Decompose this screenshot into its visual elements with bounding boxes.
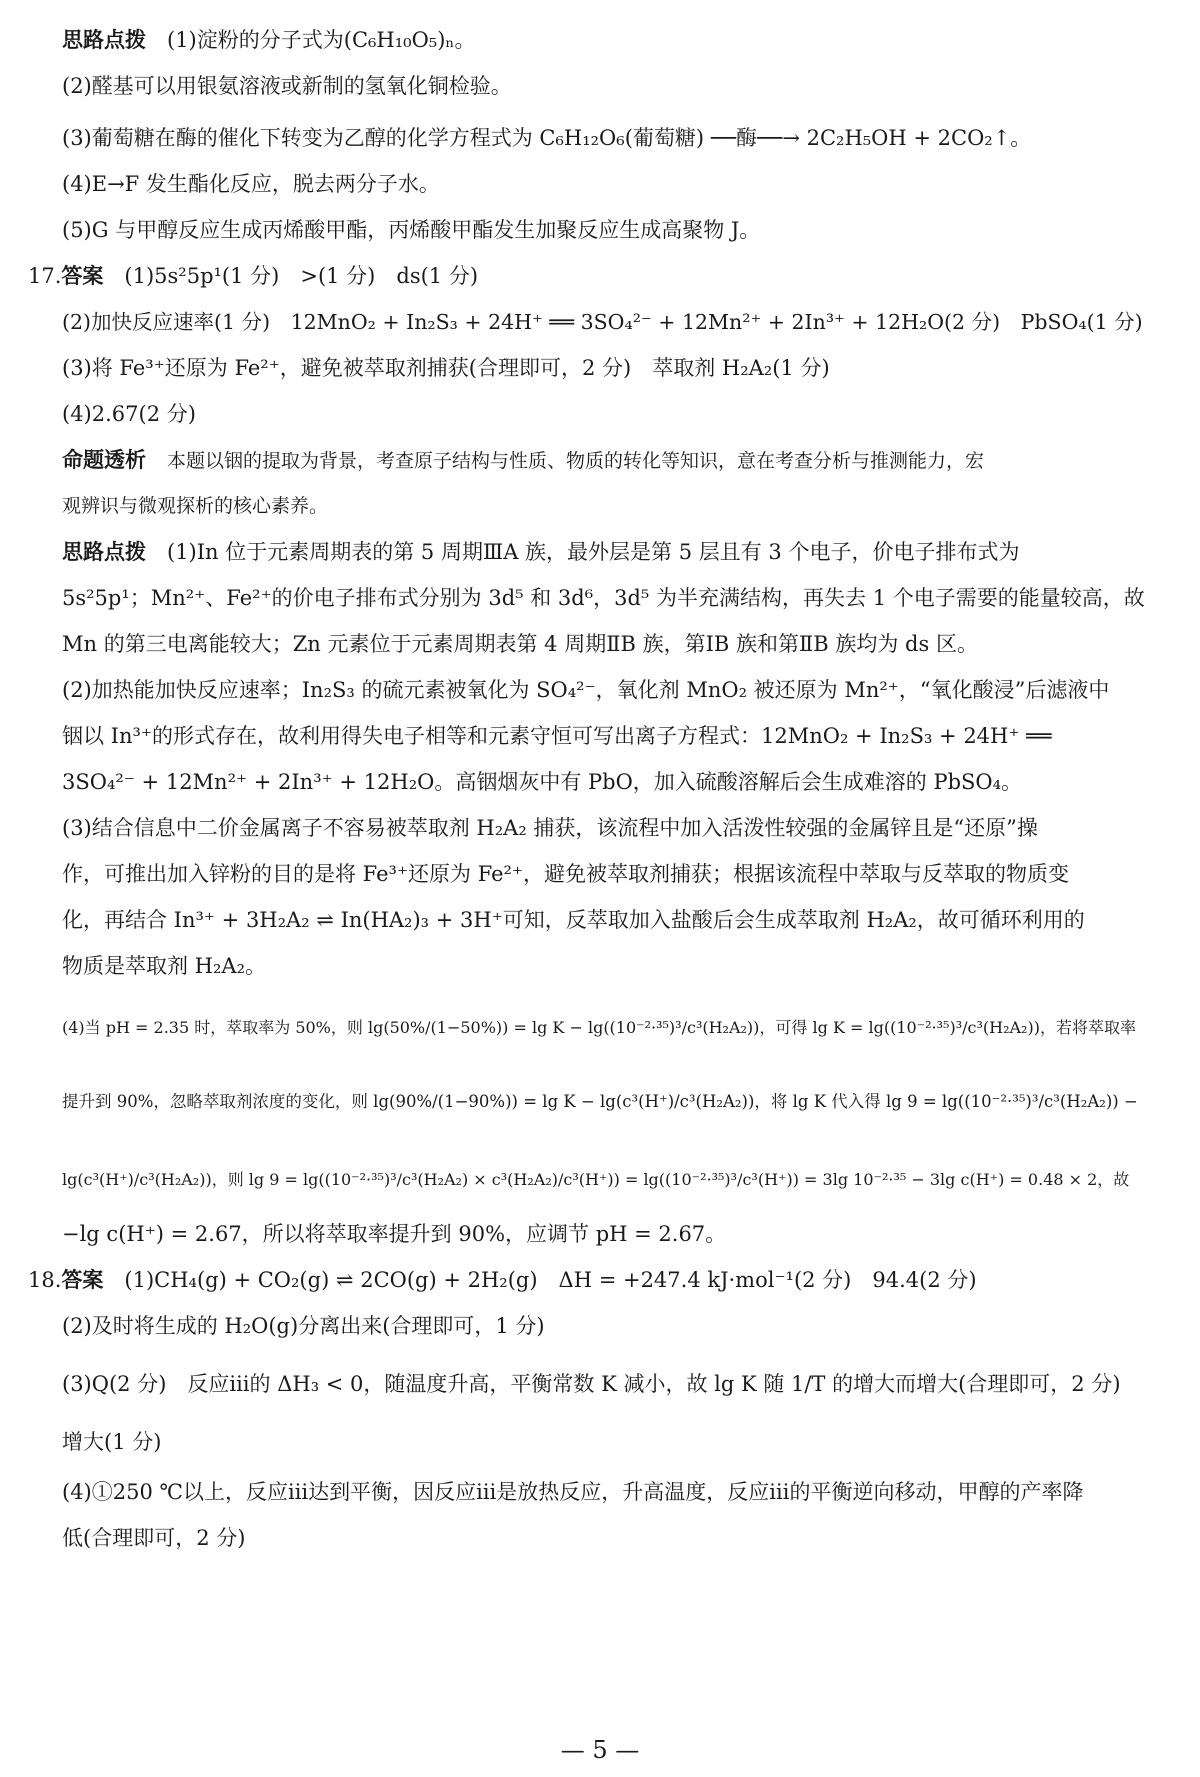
text: (1)5s²5p¹(1 分) >(1 分) ds(1 分) xyxy=(124,264,479,288)
text: 本题以铟的提取为背景，考查原子结构与性质、物质的转化等知识，意在考查分析与推测能力，宏 xyxy=(167,450,985,472)
q17-silu-4: (2)加热能加快反应速率；In₂S₃ 的硫元素被氧化为 SO₄²⁻，氧化剂 MnO₂ 被还原为 Mn²⁺，“氧化酸浸”后滤液中 xyxy=(62,678,1110,702)
answer-label: 答案 xyxy=(61,264,104,288)
question-number: 17. xyxy=(28,264,62,288)
q17-mingti-1 xyxy=(62,446,1160,475)
q17-silu-14: −lg c(H⁺) = 2.67，所以将萃取率提升到 90%，应调节 pH = 2.67。 xyxy=(62,1222,727,1246)
text: (1)In 位于元素周期表的第 5 周期ⅢA 族，最外层是第 5 层且有 3 个电子，价电子排布式为 xyxy=(167,540,1020,564)
q17-silu-1 xyxy=(62,538,1160,566)
q18-answer-4: (4)①250 ℃以上，反应ⅲ达到平衡，因反应ⅲ是放热反应，升高温度，反应ⅲ的平衡逆向移动，甲醇的产率降 xyxy=(62,1480,1084,1504)
q17-answer-1 xyxy=(28,262,1160,290)
q17-silu-13: lg(c³(H⁺)/c³(H₂A₂))，则 lg 9 = lg((10⁻²·³⁵)³/c³(H₂A₂) × c³(H₂A₂)/c³(H⁺)) = lg((10⁻²·³⁵)³/c³(H⁺)) = 3lg 10⁻²·³⁵ − 3lg c(H⁺) = 0.48 × 2，故 xyxy=(62,1170,1130,1189)
q17-silu-12: 提升到 90%，忽略萃取剂浓度的变化，则 lg(90%/(1−90%)) = lg K − lg(c³(H⁺)/c³(H₂A₂))，将 lg K 代入得 lg 9 = lg((10⁻²·³⁵)³/c³(H₂A₂)) − xyxy=(62,1092,1138,1111)
q17-answer-4: (4)2.67(2 分) xyxy=(62,402,196,426)
q17-silu-10: 物质是萃取剂 H₂A₂。 xyxy=(62,954,266,978)
q18-answer-3b: 增大(1 分) xyxy=(62,1430,162,1454)
q17-silu-3: Mn 的第三电离能较大；Zn 元素位于元素周期表第 4 周期ⅡB 族，第ⅠB 族和第ⅡB 族均为 ds 区。 xyxy=(62,632,978,656)
top-line-5: (5)G 与甲醇反应生成丙烯酸甲酯，丙烯酸甲酯发生加聚反应生成高聚物 J。 xyxy=(62,218,761,242)
q17-answer-2: (2)加快反应速率(1 分) 12MnO₂ + In₂S₃ + 24H⁺ ══ 3SO₄²⁻ + 12Mn²⁺ + 2In³⁺ + 12H₂O(2 分) PbSO₄(1 分) xyxy=(62,310,1143,334)
q17-silu-7: (3)结合信息中二价金属离子不容易被萃取剂 H₂A₂ 捕获，该流程中加入活泼性较强的金属锌且是“还原”操 xyxy=(62,816,1038,840)
q17-silu-11: (4)当 pH = 2.35 时，萃取率为 50%，则 lg(50%/(1−50%)) = lg K − lg((10⁻²·³⁵)³/c³(H₂A₂))，可得 lg K = lg((10⁻²·³⁵)³/c³(H₂A₂))，若将萃取率 xyxy=(62,1018,1136,1037)
text: (1)淀粉的分子式为(C₆H₁₀O₅)ₙ。 xyxy=(167,28,476,52)
q17-silu-2: 5s²5p¹；Mn²⁺、Fe²⁺的价电子排布式分别为 3d⁵ 和 3d⁶，3d⁵ 为半充满结构，再失去 1 个电子需要的能量较高，故 xyxy=(62,586,1145,610)
top-line-4: (4)E→F 发生酯化反应，脱去两分子水。 xyxy=(62,172,440,196)
top-line-3: (3)葡萄糖在酶的催化下转变为乙醇的化学方程式为 C₆H₁₂O₆(葡萄糖) ──酶──→ 2C₂H₅OH + 2CO₂↑。 xyxy=(62,126,1032,150)
q18-answer-1 xyxy=(28,1266,1160,1294)
top-line-2: (2)醛基可以用银氨溶液或新制的氢氧化铜检验。 xyxy=(62,74,512,98)
q18-answer-3: (3)Q(2 分) 反应ⅲ的 ΔH₃ < 0，随温度升高，平衡常数 K 减小，故 lg K 随 1/T 的增大而增大(合理即可，2 分) xyxy=(62,1372,1121,1396)
page-number: — 5 — xyxy=(560,1736,640,1764)
q17-silu-8: 作，可推出加入锌粉的目的是将 Fe³⁺还原为 Fe²⁺，避免被萃取剂捕获；根据该流程中萃取与反萃取的物质变 xyxy=(62,862,1070,886)
silu-label: 思路点拨 xyxy=(62,540,146,564)
q18-answer-4b: 低(合理即可，2 分) xyxy=(62,1526,246,1550)
q17-answer-3: (3)将 Fe³⁺还原为 Fe²⁺，避免被萃取剂捕获(合理即可，2 分) 萃取剂 H₂A₂(1 分) xyxy=(62,356,830,380)
answer-label: 答案 xyxy=(61,1268,104,1292)
mingti-label: 命题透析 xyxy=(62,448,146,472)
q17-mingti-2: 观辨识与微观探析的核心素养。 xyxy=(62,495,329,517)
text: (1)CH₄(g) + CO₂(g) ⇌ 2CO(g) + 2H₂(g) ΔH = +247.4 kJ·mol⁻¹(2 分) 94.4(2 分) xyxy=(124,1268,977,1292)
silu-label: 思路点拨 xyxy=(62,28,146,52)
q17-silu-5: 铟以 In³⁺的形式存在，故利用得失电子相等和元素守恒可写出离子方程式：12MnO₂ + In₂S₃ + 24H⁺ ══ xyxy=(62,724,1052,748)
q17-silu-9: 化，再结合 In³⁺ + 3H₂A₂ ⇌ In(HA₂)₃ + 3H⁺可知，反萃取加入盐酸后会生成萃取剂 H₂A₂，故可循环利用的 xyxy=(62,908,1085,932)
question-number: 18. xyxy=(28,1268,62,1292)
q17-silu-6: 3SO₄²⁻ + 12Mn²⁺ + 2In³⁺ + 12H₂O。高铟烟灰中有 PbO，加入硫酸溶解后会生成难溶的 PbSO₄。 xyxy=(62,770,1023,794)
q18-answer-2: (2)及时将生成的 H₂O(g)分离出来(合理即可，1 分) xyxy=(62,1314,545,1338)
top-line-1 xyxy=(62,26,1160,54)
